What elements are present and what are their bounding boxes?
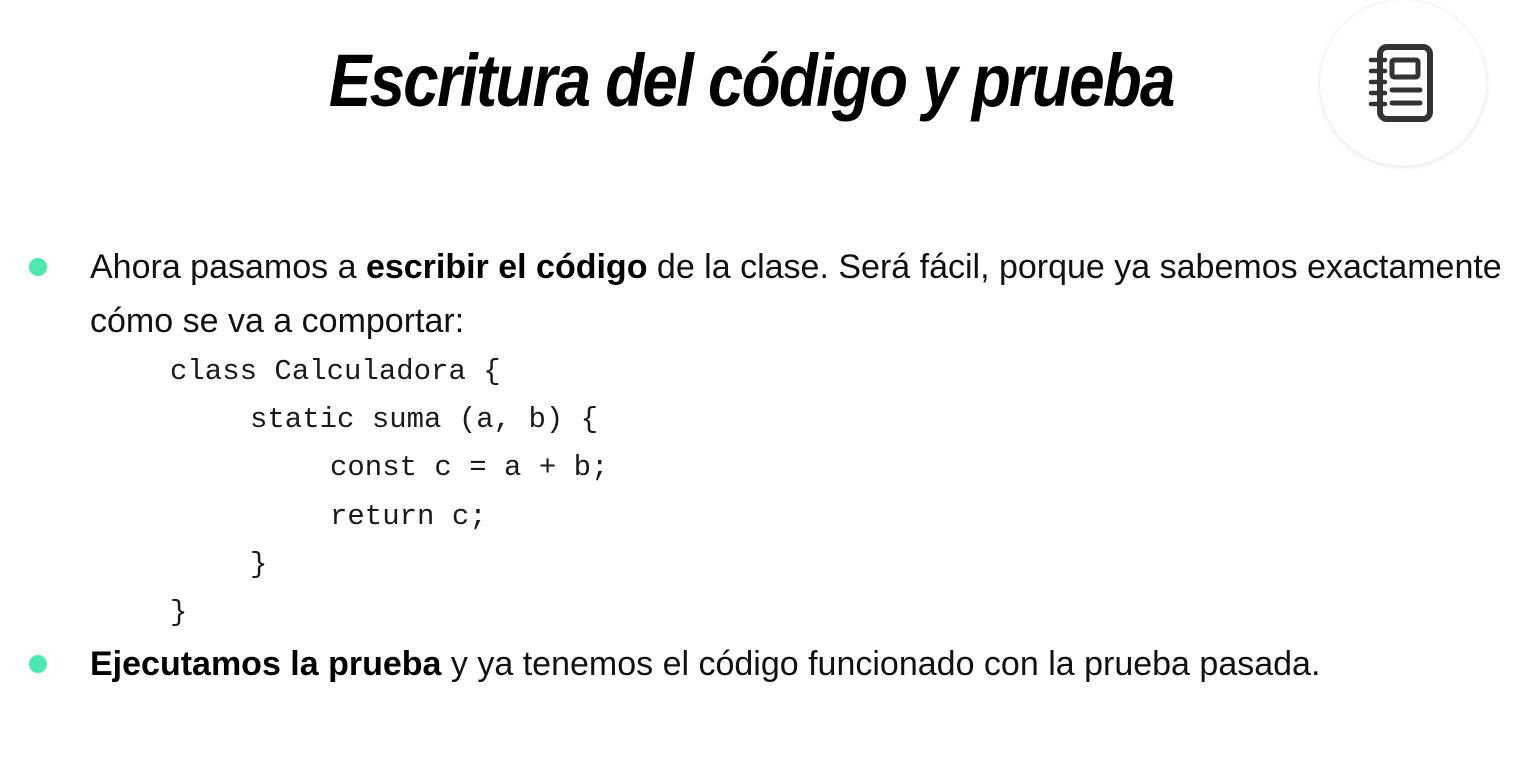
code-line: class Calculadora { bbox=[170, 355, 501, 388]
code-line: const c = a + b; bbox=[330, 451, 609, 485]
bullet-list bbox=[0, 240, 1529, 691]
bullet-item bbox=[0, 637, 1529, 691]
bullet-text: Ahora pasamos a bbox=[90, 248, 366, 286]
code-line: return c; bbox=[330, 499, 487, 533]
notebook-icon-badge bbox=[1320, 0, 1486, 166]
bullet-text: y ya tenemos el código funcionado con la prueba pasada. bbox=[441, 645, 1321, 684]
code-line: static suma (a, b) { bbox=[250, 403, 599, 437]
slide-title: Escritura del código y prueba bbox=[328, 39, 1174, 122]
bullet-text: de la clase. Será fácil, porque ya sabemos exactamente cómo se va a comportar: bbox=[90, 248, 1502, 340]
bullet-emphasis: Ejecutamos la prueba bbox=[90, 645, 442, 684]
bullet-item bbox=[0, 240, 1529, 637]
code-line: } bbox=[170, 595, 188, 629]
bullet-dot bbox=[29, 655, 47, 673]
code-line: } bbox=[250, 547, 268, 581]
bullet-emphasis: escribir el código bbox=[365, 248, 648, 286]
notebook-icon bbox=[1358, 38, 1448, 128]
code-block bbox=[90, 348, 1529, 637]
bullet-dot bbox=[29, 258, 47, 276]
